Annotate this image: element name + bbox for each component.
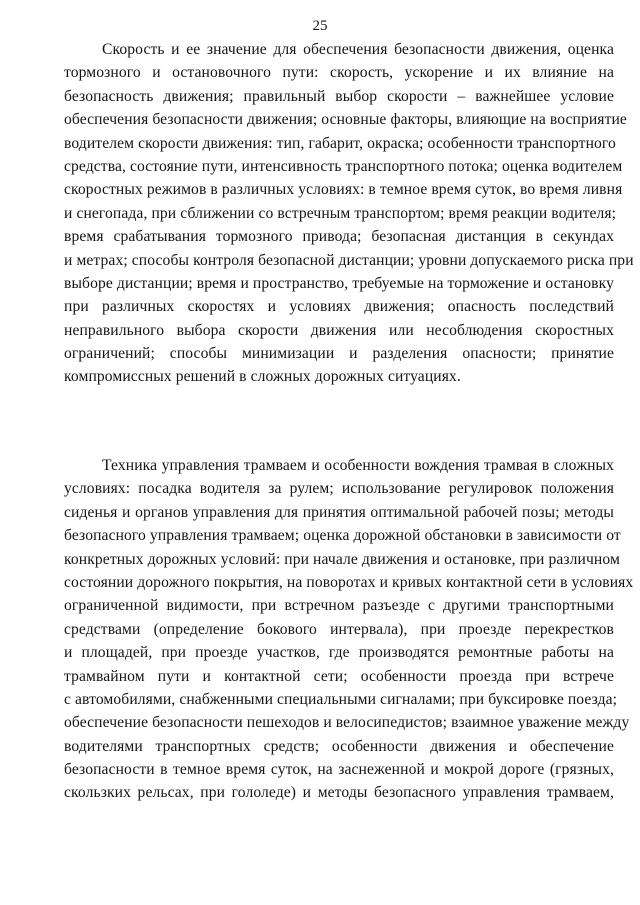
text-line: Скорость и ее значение для обеспечения безопасности движения, оценка [102, 41, 614, 58]
text-line: ограничений; способы минимизации и разделения опасности; принятие [64, 345, 614, 363]
text-line: водителями транспортных средств; особенности движения и обеспечение [64, 737, 614, 755]
text-line: Техника управления трамваем и особенности вождения трамвая в сложных [102, 457, 614, 474]
text-line: выборе дистанции; время и пространство, требуемые на торможение и остановку [64, 274, 614, 292]
text-line: обеспечение безопасности пешеходов и велосипедистов; взаимное уважение между [64, 714, 630, 732]
text-line: трамвайном пути и контактной сети; особенности проезда при встрече [64, 667, 614, 685]
text-line: состоянии дорожного покрытия, на поворотах и кривых контактной сети в условиях [64, 573, 634, 591]
text-line: неправильного выбора скорости движения или несоблюдения скоростных [64, 321, 614, 339]
text-line: и площадей, при проезде участков, где производятся ремонтные работы на [64, 644, 614, 662]
paragraph-speed-safety [64, 38, 634, 389]
text-line: безопасность движения; правильный выбор скорости – важнейшее условие [64, 87, 614, 105]
text-line: с автомобилями, снабженными специальными сигналами; при буксировке поезда; [64, 690, 618, 708]
text-line: время срабатывания тормозного привода; безопасная дистанция в секундах [64, 228, 614, 246]
text-line: безопасного управления трамваем; оценка дорожной обстановки в зависимости от [64, 527, 621, 545]
text-line: конкретных дорожных условий: при начале движения и остановке, при различном [64, 550, 620, 568]
text-line: скользких рельсах, при гололеде) и методы безопасного управления трамваем, [64, 784, 614, 802]
page-number: 25 [312, 18, 328, 34]
text-line: при различных скоростях и условиях движения; опасность последствий [64, 298, 614, 316]
text-line: тормозного и остановочного пути: скорость, ускорение и их влияние на [64, 64, 614, 82]
text-line: средства, состояние пути, интенсивность транспортного потока; оценка водителем [64, 157, 623, 175]
text-line: условиях: посадка водителя за рулем; использование регулировок положения [64, 480, 614, 498]
text-line: водителем скорости движения: тип, габарит, окраска; особенности транспортного [64, 134, 616, 152]
text-line: компромиссных решений в сложных дорожных ситуациях. [64, 368, 461, 386]
text-line: безопасности в темное время суток, на заснеженной и мокрой дороге (грязных, [64, 761, 614, 779]
text-line: обеспечения безопасности движения; основные факторы, влияющие на восприятие [64, 111, 627, 129]
text-line: и метрах; способы контроля безопасной дистанции; уровни допускаемого риска при [64, 251, 634, 269]
text-line: скоростных режимов в различных условиях: в темное время суток, во время ливня [64, 181, 623, 199]
text-line: ограниченной видимости, при встречном разъезде с другими транспортными [64, 597, 614, 615]
text-line: средствами (определение бокового интервала), при проезде перекрестков [64, 620, 614, 638]
text-line: сиденья и органов управления для принятия оптимальной рабочей позы; методы [64, 503, 614, 521]
paragraph-tram-driving-technique [64, 454, 634, 805]
text-line: и снегопада, при сближении со встречным транспортом; время реакции водителя; [64, 204, 617, 222]
